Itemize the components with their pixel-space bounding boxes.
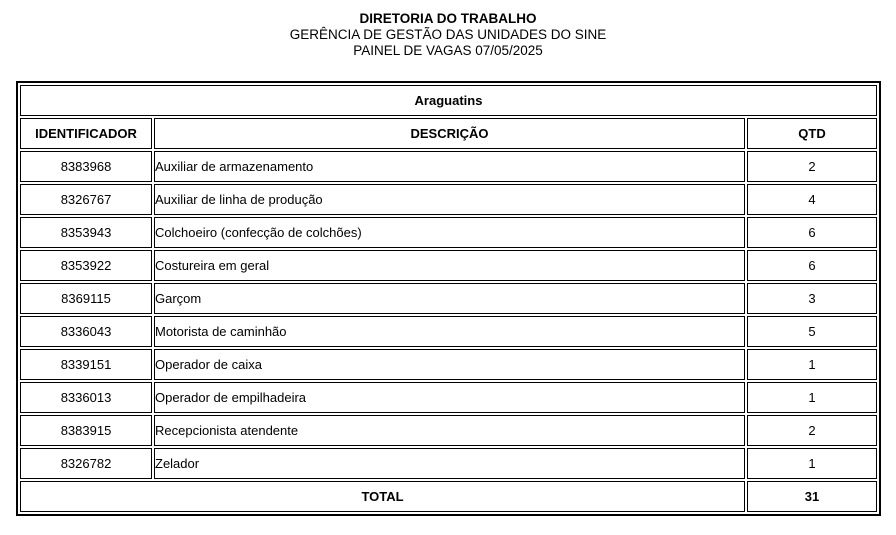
table-foot bbox=[20, 481, 877, 512]
table-body bbox=[20, 151, 877, 479]
row-id-cell: 8339151 bbox=[20, 349, 152, 380]
row-id-cell: 8369115 bbox=[20, 283, 152, 314]
total-value: 31 bbox=[747, 481, 877, 512]
row-desc-cell: Colchoeiro (confecção de colchões) bbox=[154, 217, 745, 248]
table-row bbox=[20, 316, 877, 347]
row-id-cell: 8383915 bbox=[20, 415, 152, 446]
table-row bbox=[20, 448, 877, 479]
row-id-cell: 8383968 bbox=[20, 151, 152, 182]
total-label: TOTAL bbox=[20, 481, 745, 512]
row-desc-cell: Garçom bbox=[154, 283, 745, 314]
table-row bbox=[20, 184, 877, 215]
header-title: DIRETORIA DO TRABALHO bbox=[359, 11, 537, 26]
row-id-cell: 8336043 bbox=[20, 316, 152, 347]
table-title: Araguatins bbox=[20, 85, 877, 116]
header-date-line: PAINEL DE VAGAS 07/05/2025 bbox=[353, 43, 543, 58]
row-qtd-cell: 6 bbox=[747, 250, 877, 281]
row-desc-cell: Auxiliar de linha de produção bbox=[154, 184, 745, 215]
table-title-row bbox=[20, 85, 877, 116]
table-row bbox=[20, 250, 877, 281]
column-header-descricao: DESCRIÇÃO bbox=[154, 118, 745, 149]
row-id-cell: 8353943 bbox=[20, 217, 152, 248]
row-desc-cell: Auxiliar de armazenamento bbox=[154, 151, 745, 182]
table-row bbox=[20, 382, 877, 413]
header-subtitle: GERÊNCIA DE GESTÃO DAS UNIDADES DO SINE bbox=[289, 27, 607, 42]
row-desc-cell: Costureira em geral bbox=[154, 250, 745, 281]
row-qtd-cell: 1 bbox=[747, 382, 877, 413]
row-qtd-cell: 4 bbox=[747, 184, 877, 215]
column-header-row bbox=[20, 118, 877, 149]
row-desc-cell: Zelador bbox=[154, 448, 745, 479]
table-row bbox=[20, 217, 877, 248]
row-qtd-cell: 2 bbox=[747, 415, 877, 446]
row-qtd-cell: 1 bbox=[747, 448, 877, 479]
table-head bbox=[20, 85, 877, 149]
column-header-identificador: IDENTIFICADOR bbox=[20, 118, 152, 149]
row-qtd-cell: 3 bbox=[747, 283, 877, 314]
table-row bbox=[20, 415, 877, 446]
vacancies-table bbox=[16, 81, 881, 516]
document-header bbox=[0, 0, 896, 59]
table-row bbox=[20, 349, 877, 380]
row-desc-cell: Operador de caixa bbox=[154, 349, 745, 380]
row-id-cell: 8326767 bbox=[20, 184, 152, 215]
table-row bbox=[20, 151, 877, 182]
row-desc-cell: Recepcionista atendente bbox=[154, 415, 745, 446]
table-row bbox=[20, 283, 877, 314]
row-id-cell: 8326782 bbox=[20, 448, 152, 479]
row-qtd-cell: 6 bbox=[747, 217, 877, 248]
row-qtd-cell: 1 bbox=[747, 349, 877, 380]
row-desc-cell: Operador de empilhadeira bbox=[154, 382, 745, 413]
row-id-cell: 8336013 bbox=[20, 382, 152, 413]
total-row bbox=[20, 481, 877, 512]
row-qtd-cell: 2 bbox=[747, 151, 877, 182]
row-desc-cell: Motorista de caminhão bbox=[154, 316, 745, 347]
row-qtd-cell: 5 bbox=[747, 316, 877, 347]
row-id-cell: 8353922 bbox=[20, 250, 152, 281]
column-header-qtd: QTD bbox=[747, 118, 877, 149]
